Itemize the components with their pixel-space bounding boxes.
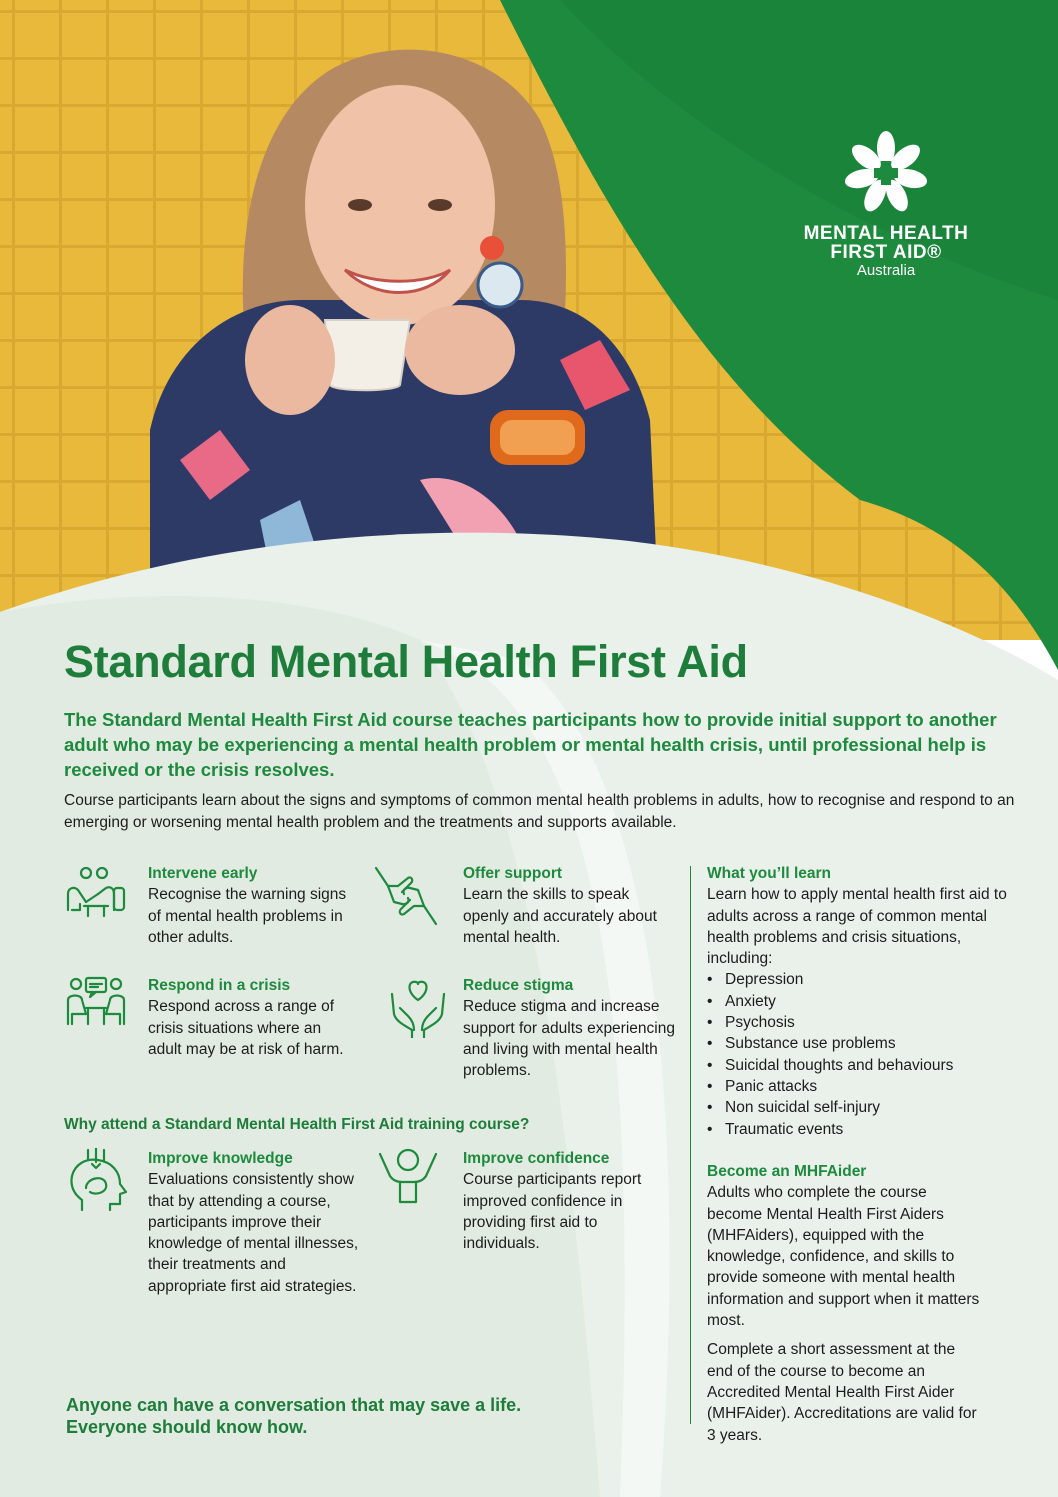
feature-title: Reduce stigma xyxy=(463,977,574,994)
feature-text: Recognise the warning signs of mental health problems in other adults. xyxy=(148,886,347,946)
benefit-improve-knowledge xyxy=(148,1148,368,1297)
feature-text: Learn the skills to speak openly and accurately about mental health. xyxy=(463,886,657,946)
feature-title: Respond in a crisis xyxy=(148,977,291,994)
feature-title: Intervene early xyxy=(148,865,258,882)
crisis-conversation-icon xyxy=(64,974,128,1038)
what-you-learn-section xyxy=(707,863,1027,1140)
logo-line-2: FIRST AID® xyxy=(830,242,942,263)
benefit-title: Improve confidence xyxy=(463,1150,610,1167)
benefit-title: Improve knowledge xyxy=(148,1150,293,1167)
flower-logo-icon xyxy=(841,128,931,218)
heart-hands-icon xyxy=(386,974,450,1038)
become-mhfaider-section xyxy=(707,1161,982,1446)
benefit-text: Course participants report improved confidence in providing first aid to individuals. xyxy=(463,1171,642,1253)
feature-text: Reduce stigma and increase support for adults experiencing and living with mental health problems. xyxy=(463,998,675,1080)
section-heading: What you’ll learn xyxy=(707,865,832,882)
confidence-person-icon xyxy=(376,1146,440,1210)
tagline xyxy=(66,1394,521,1438)
column-divider xyxy=(690,866,691,1424)
lead-paragraph: The Standard Mental Health First Aid course teaches participants how to provide initial support to another adult who may be experiencing a mental health problem or mental health crisis, until professional help is received or the crisis resolves. xyxy=(64,709,997,780)
list-item: • Suicidal thoughts and behaviours xyxy=(707,1055,1027,1076)
section-text: Complete a short assessment at the end of the course to become an Accredited Mental Health First Aider (MHFAider). Accreditations are valid for 3 years. xyxy=(707,1341,977,1444)
list-item: • Psychosis xyxy=(707,1012,1027,1033)
intro-paragraph: Course participants learn about the signs and symptoms of common mental health problems in adults, how to recognise and respond to an emerging or worsening mental health problem and the treatments and supports available. xyxy=(64,792,1015,831)
list-item: • Non suicidal self-injury xyxy=(707,1097,1027,1118)
logo-line-3: Australia xyxy=(856,262,916,279)
logo-line-1: MENTAL HEALTH xyxy=(803,223,969,244)
feature-text: Respond across a range of crisis situations where an adult may be at risk of harm. xyxy=(148,998,344,1058)
tagline-line-1: Anyone can have a conversation that may save a life. xyxy=(66,1395,522,1415)
benefit-improve-confidence xyxy=(463,1148,663,1254)
brand-logo xyxy=(786,128,986,280)
section-heading: Become an MHFAider xyxy=(707,1163,867,1180)
feature-title: Offer support xyxy=(463,865,563,882)
section-text: Learn how to apply mental health first aid to adults across a range of common mental health problems and crisis situations, including: xyxy=(707,886,1007,968)
head-knowledge-icon xyxy=(68,1148,132,1212)
list-item: • Substance use problems xyxy=(707,1033,1027,1054)
feature-offer-support xyxy=(463,863,673,948)
section-text: Adults who complete the course become Mental Health First Aiders (MHFAiders), equipped with the knowledge, confidence, and skills to provide someone with mental health information and support when it matters most. xyxy=(707,1184,980,1330)
feature-reduce-stigma xyxy=(463,975,688,1081)
support-hands-icon xyxy=(374,864,438,928)
page-title: Standard Mental Health First Aid xyxy=(64,636,748,687)
list-item: • Panic attacks xyxy=(707,1076,1027,1097)
tagline-line-2: Everyone should know how. xyxy=(66,1417,308,1437)
list-item: • Anxiety xyxy=(707,991,1027,1012)
feature-intervene-early xyxy=(148,863,358,948)
list-item: • Traumatic events xyxy=(707,1119,1027,1140)
why-attend-heading: Why attend a Standard Mental Health First Aid training course? xyxy=(64,1116,530,1133)
intervene-icon xyxy=(64,864,128,928)
list-item: • Depression xyxy=(707,969,1027,990)
topic-list xyxy=(707,969,1027,1139)
feature-respond-crisis xyxy=(148,975,358,1060)
benefit-text: Evaluations consistently show that by attending a course, participants improve their knowledge of mental illnesses, their treatments and appropriate first aid strategies. xyxy=(148,1171,359,1295)
